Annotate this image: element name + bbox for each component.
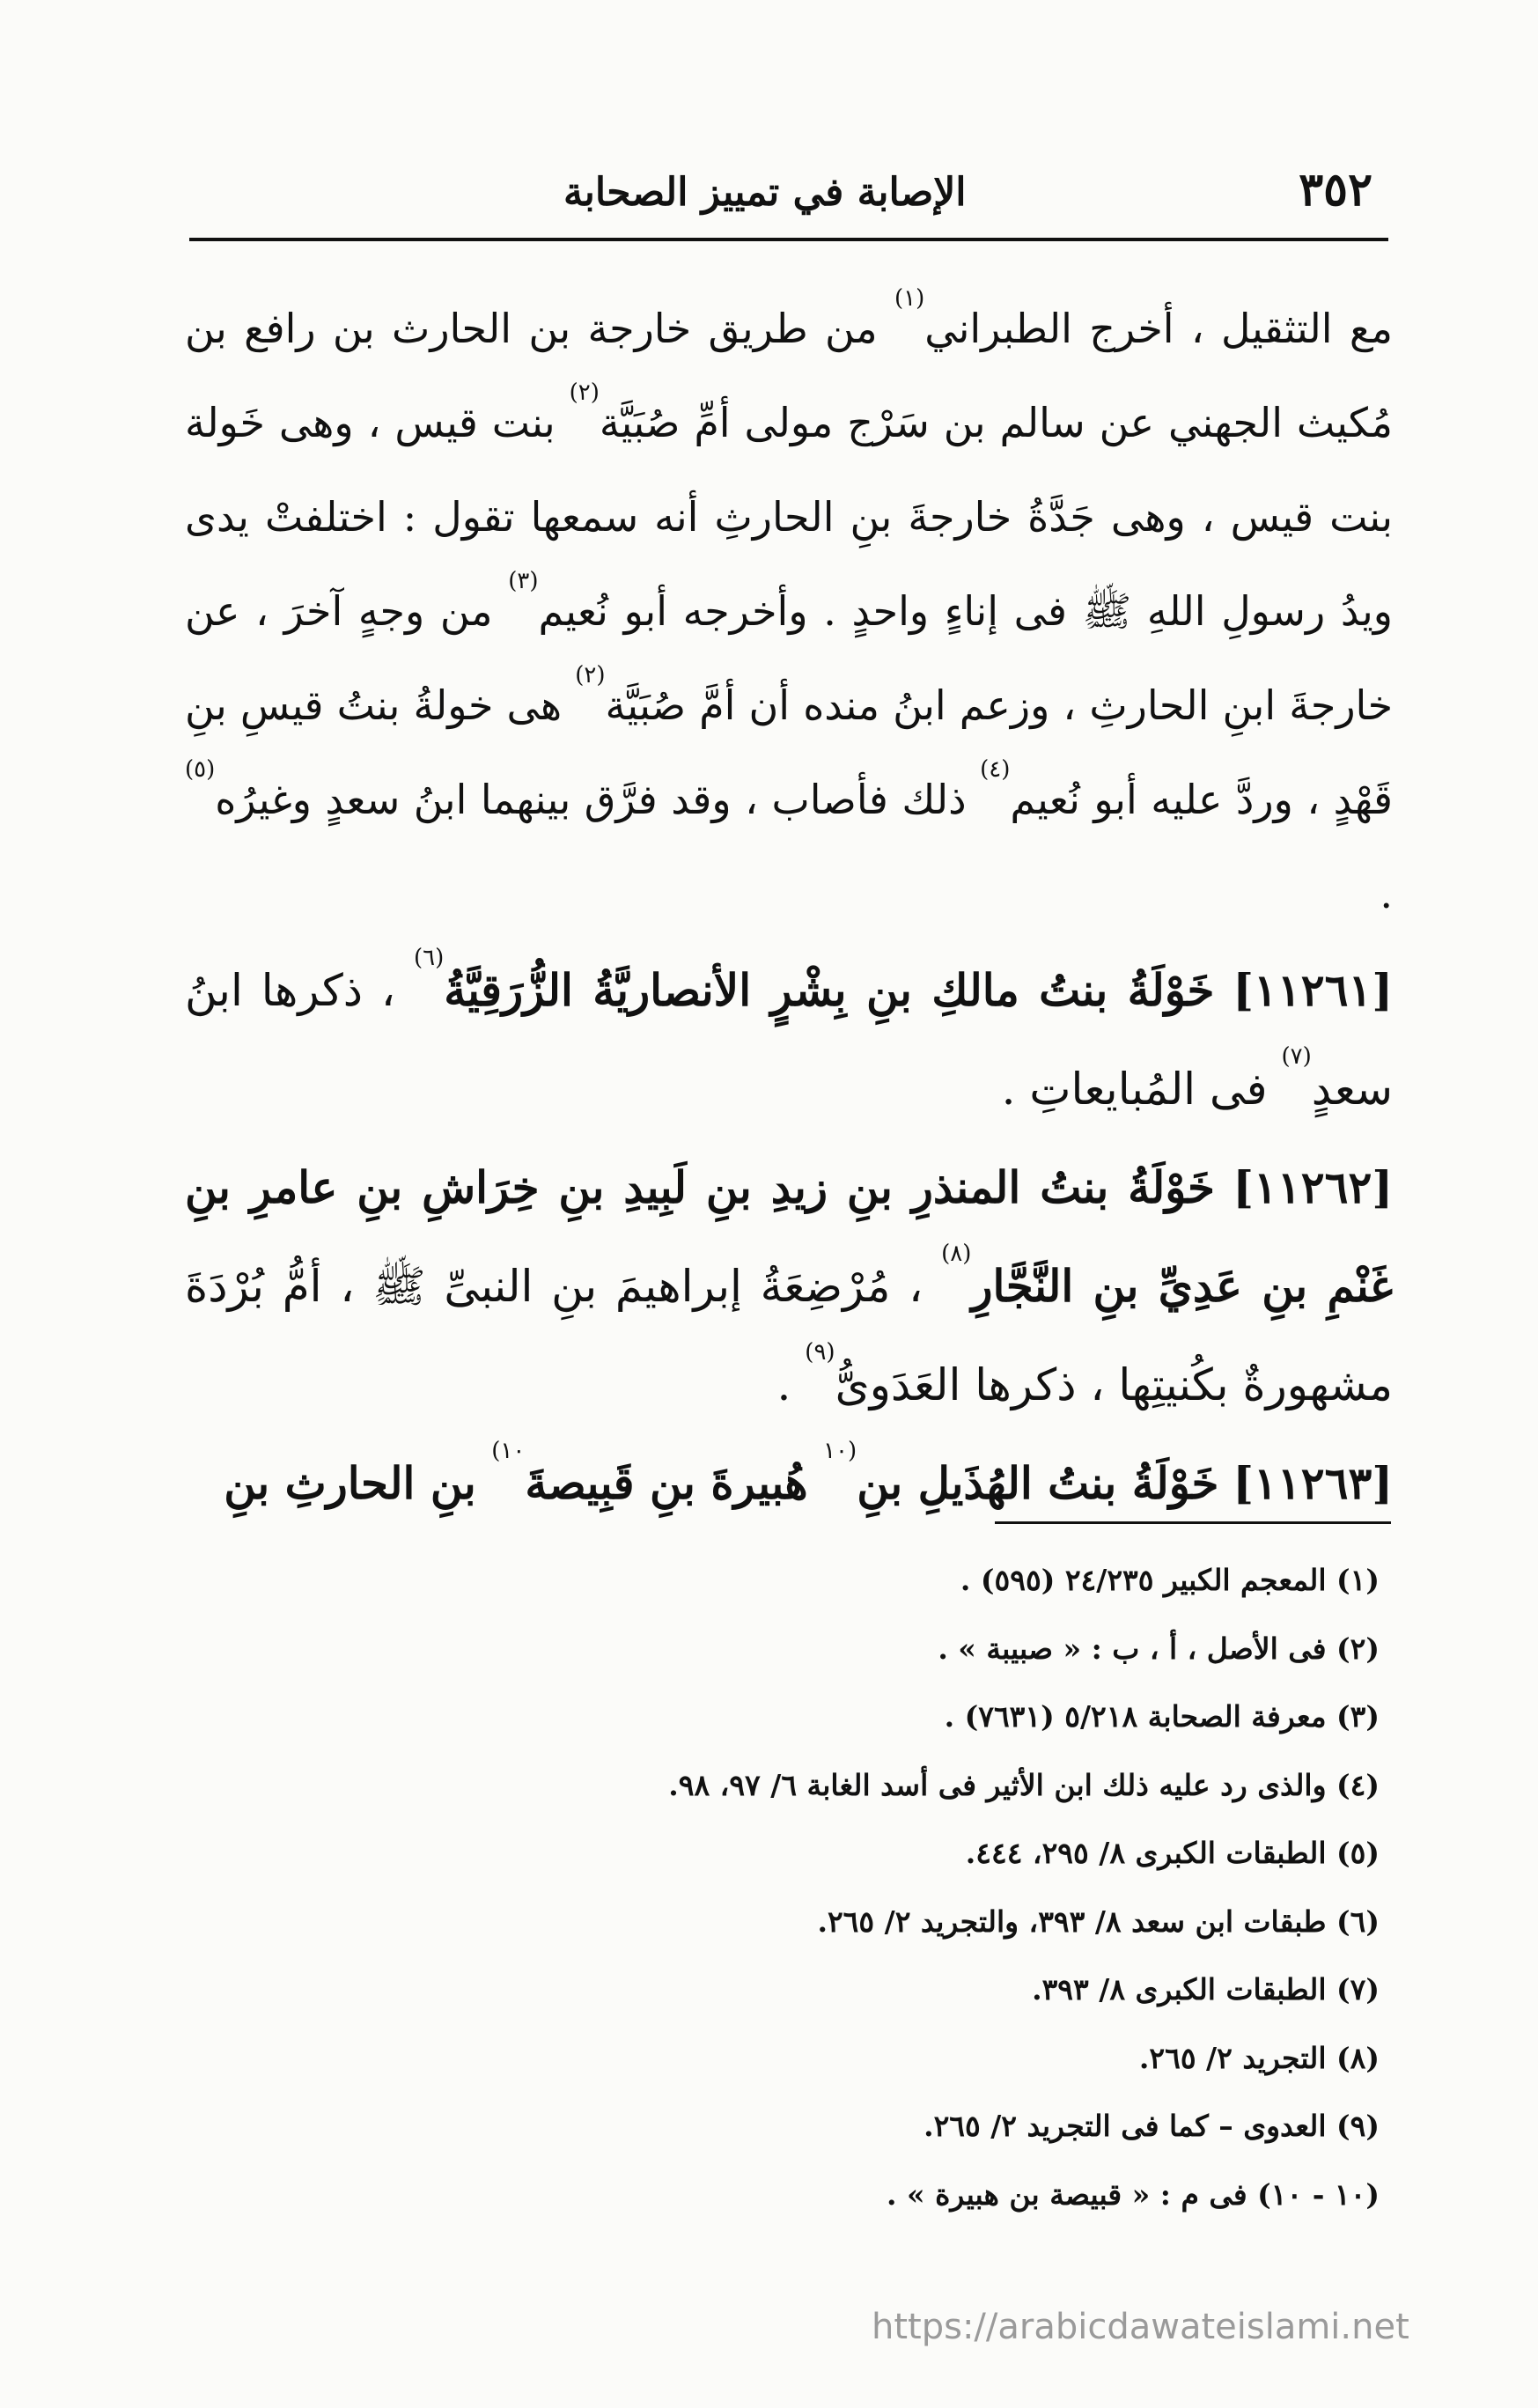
entry-text: هُبيرةَ بنِ قَبِيصةَ [525, 1457, 824, 1509]
page-number: ٣٥٢ [1299, 163, 1372, 217]
entry-text: ، مُرْضِعَةُ إبراهيمَ بنِ النبىِّ ﷺ ، أمُّ بُرْدَةَ مشهورةٌ بكُنيتِها ، ذكرها العَدَوىُّ [185, 1261, 1393, 1410]
entry-name: خَوْلَةُ بنتُ الهُذَيلِ بنِ [857, 1457, 1219, 1509]
footnote-ref[interactable]: (٨) [941, 1241, 972, 1267]
footnote-5: (٥) الطبقات الكبرى ٨/ ٢٩٥، ٤٤٤. [965, 1836, 1380, 1870]
footnote-ref[interactable]: (٥) [185, 756, 216, 783]
footnote-2: (٢) فى الأصل ، أ ، ب : « صبيبة » . [938, 1631, 1380, 1666]
entry-number: [١١٢٦٣] [1233, 1457, 1393, 1509]
entry-text: ، ذكرها ابنُ سعدٍ [185, 965, 1393, 1115]
intro-paragraph [185, 282, 1393, 941]
main-text [185, 282, 1393, 1533]
footnote-ref[interactable]: (٦) [413, 945, 445, 971]
footnote-rule [995, 1521, 1391, 1524]
intro-text: ذلك فأصاب ، وقد فرَّق بينهما ابنُ سعدٍ وغيرُه [215, 776, 981, 823]
intro-text: هى خولةُ بنتُ قيسِ بنِ قَهْدٍ ، وردَّ عليه أبو نُعيم [185, 681, 1393, 823]
entry-11263 [185, 1434, 1393, 1533]
footnote-ref[interactable]: (٢) [575, 662, 606, 689]
intro-text: من وجهٍ آخرَ ، عن خارجةَ ابنِ الحارثِ ، وزعم ابنُ منده أن أمَّ صُبَيَّة [185, 587, 1393, 729]
entry-text: . [776, 1359, 806, 1410]
footnote-ref[interactable]: (٣) [508, 568, 539, 594]
entry-number: [١١٢٦٢] [1233, 1161, 1393, 1213]
entry-11262 [185, 1138, 1393, 1434]
watermark-url: https://arabicdawateislami.net [872, 2307, 1409, 2347]
entry-name: خَوْلَةُ بنتُ مالكِ بنِ بِشْرٍ الأنصاريَّةُ الزُّرَقِيَّةُ [444, 964, 1215, 1016]
entry-text: فى المُبايعاتِ . [1001, 1064, 1282, 1115]
intro-text: . [1380, 870, 1393, 917]
intro-text: من طريق خارجة بن الحارث بن رافع بن مُكيث الجهني عن سالم بن سَرْج مولى أمِّ صُبَيَّة [185, 305, 1394, 446]
entry-name: خَوْلَةُ بنتُ المنذرِ بنِ زيدِ بنِ لَبِيدِ بنِ خِرَاشِ بنِ عامرِ بنِ غَنْمِ بنِ عَدِيِّ بنِ النَّجَّارِ [185, 1161, 1393, 1312]
footnote-9: (٩) العدوى – كما فى التجريد ٢/ ٢٦٥. [924, 2109, 1380, 2143]
footnote-8: (٨) التجريد ٢/ ٢٦٥. [1138, 2040, 1380, 2075]
footnote-ref[interactable]: (٢) [569, 379, 600, 406]
footnote-6: (٦) طبقات ابن سعد ٨/ ٣٩٣، والتجريد ٢/ ٢٦٥. [817, 1904, 1380, 1939]
footnote-ref[interactable]: (٤) [980, 756, 1011, 783]
entry-text: بنِ الحارثِ بنِ [224, 1457, 492, 1509]
footnote-ref[interactable]: (١) [894, 285, 925, 312]
footnote-7: (٧) الطبقات الكبرى ٨/ ٣٩٣. [1032, 1972, 1380, 2007]
footnote-10: (١٠ - ١٠) فى م : « قبيصة بن هبيرة » . [887, 2176, 1380, 2212]
footnote-ref[interactable]: (١٠ [823, 1438, 857, 1464]
footnote-ref[interactable]: ١٠) [491, 1438, 526, 1464]
intro-text: مع التثقيل ، أخرج الطبراني [924, 305, 1393, 352]
entry-number: [١١٢٦١] [1233, 964, 1393, 1016]
book-title: الإصابة في تمييز الصحابة [563, 170, 967, 215]
entry-11261 [185, 941, 1393, 1138]
page-header [185, 163, 1388, 242]
footnote-ref[interactable]: (٩) [805, 1339, 835, 1366]
footnote-3: (٣) معرفة الصحابة ٥/٢١٨ (٧٦٣١) . [944, 1699, 1380, 1734]
footnotes [493, 1546, 1380, 2228]
intro-text: بنت قيس ، وهى خَولة بنت قيس ، وهى جَدَّةُ خارجةَ بنِ الحارثِ أنه سمعها تقول : اختلفتْ يدى ويدُ رسولِ اللهِ ﷺ فى إناءٍ واحدٍ . وأخرجه أبو نُعيم [185, 399, 1393, 635]
footnote-4: (٤) والذى رد عليه ذلك ابن الأثير فى أسد الغابة ٦/ ٩٧، ٩٨. [668, 1767, 1380, 1802]
footnote-ref[interactable]: (٧) [1281, 1043, 1312, 1070]
header-rule [189, 238, 1388, 241]
footnote-1: (١) المعجم الكبير ٢٤/٢٣٥ (٥٩٥) . [960, 1563, 1380, 1597]
